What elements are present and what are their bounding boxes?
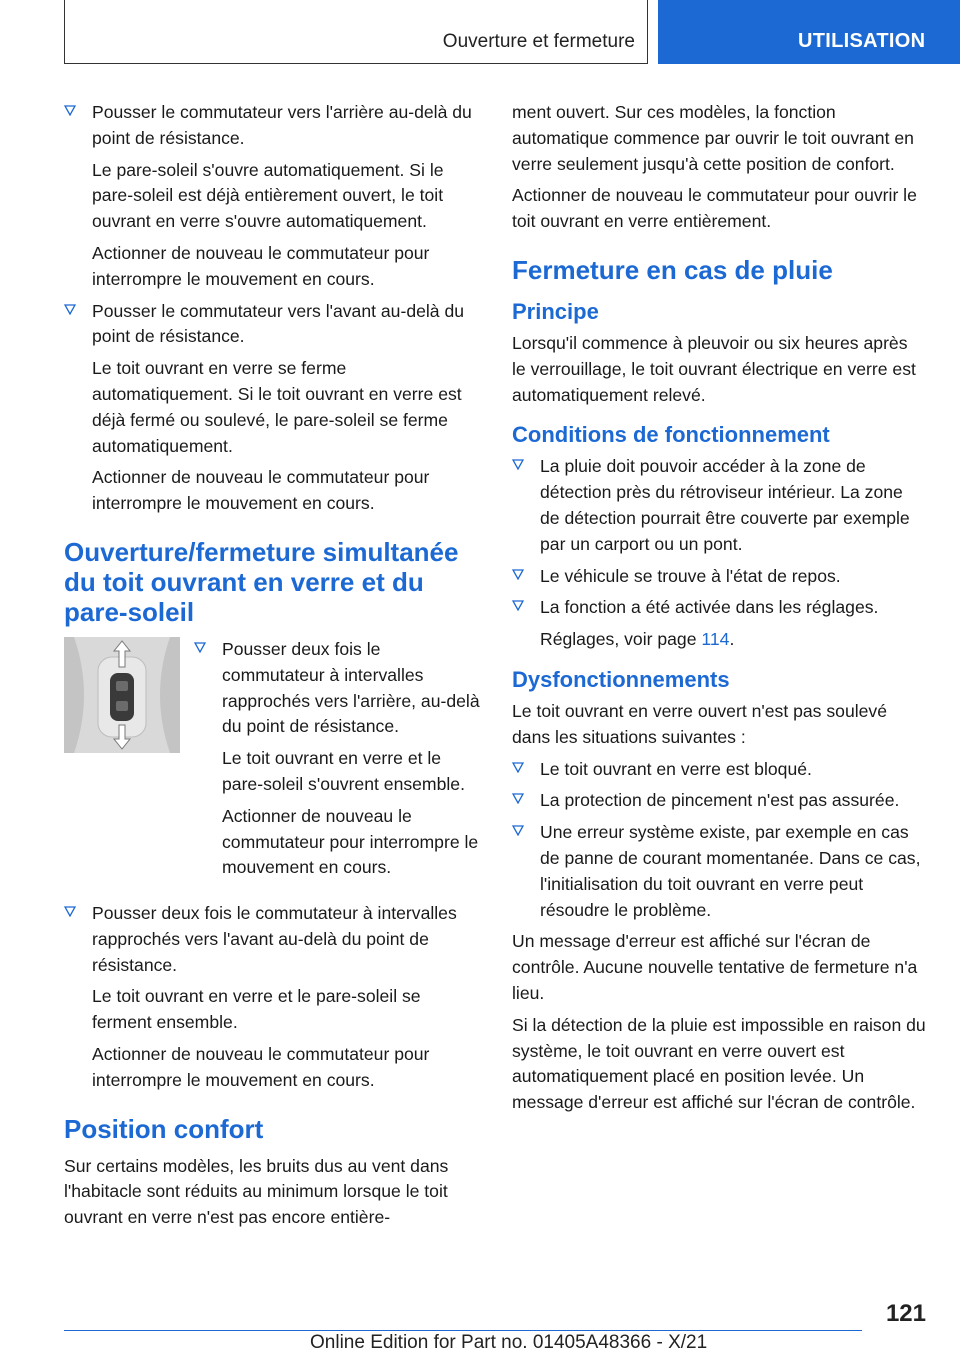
list-item-text: Pousser deux fois le commutateur à intervalles rapprochés vers l'avant au-delà du point de résistance. [92, 902, 457, 975]
section-heading: Ouverture/fermeture simultanée du toit ouvrant en verre et du pare-soleil [64, 536, 459, 627]
left-column [64, 100, 480, 1237]
section-heading: Fermeture en cas de pluie [512, 254, 833, 285]
list-item [64, 901, 480, 978]
list-item [64, 100, 480, 152]
triangle-bullet-icon [512, 824, 524, 836]
triangle-bullet-icon [512, 458, 524, 470]
paragraph: Le toit ouvrant en verre se ferme automatiquement. Si le toit ouvrant en verre est déjà fermé ou soulevé, le pare-soleil se ferme automatiquement. [92, 358, 462, 456]
list-item-text: La pluie doit pouvoir accéder à la zone de détection près du rétroviseur intérieur. La zone de détection pourrait être couverte par exemple par un carport ou un pont. [540, 456, 910, 554]
footer-divider [64, 1330, 862, 1331]
paragraph: Le pare-soleil s'ouvre automatiquement. Si le pare-soleil est déjà entièrement ouvert, le toit ouvrant en verre s'ouvre automatiquement. [92, 159, 444, 232]
list-item-text: Le toit ouvrant en verre est bloqué. [540, 758, 812, 779]
list-item-text: Une erreur système existe, par exemple en cas de panne de courant momentanée. Dans ce cas, l'initialisation du toit ouvrant en verre peut résoudre le problème. [540, 822, 921, 920]
list-item [512, 757, 926, 783]
footer-edition [310, 1332, 707, 1354]
list-item [512, 454, 926, 557]
roof-switch-illustration [64, 637, 180, 753]
paragraph: Le toit ouvrant en verre et le pare-soleil se ferment ensemble. [92, 986, 421, 1033]
right-column-content [512, 100, 926, 1122]
subsection-heading: Principe [512, 298, 599, 324]
list-item [194, 637, 480, 740]
triangle-bullet-icon [64, 104, 76, 116]
list-item-text: Pousser deux fois le commutateur à intervalles rapprochés vers l'arrière, au-delà du point de résistance. [222, 638, 480, 737]
paragraph: Actionner de nouveau le commutateur pour interrompre le mouvement en cours. [222, 805, 479, 878]
figure-text [194, 637, 480, 887]
paragraph: Un message d'erreur est affiché sur l'écran de contrôle. Aucune nouvelle tentative de fermeture n'a lieu. [512, 931, 918, 1003]
list-item [512, 564, 926, 590]
list-item [512, 820, 926, 923]
triangle-bullet-icon [512, 792, 524, 804]
triangle-bullet-icon [194, 641, 206, 653]
header-section-title: Ouverture et fermeture [442, 31, 635, 52]
list-item [512, 788, 926, 814]
paragraph: Actionner de nouveau le commutateur pour ouvrir le toit ouvrant en verre entièrement. [512, 185, 917, 232]
list-item-text: La protection de pincement n'est pas assurée. [540, 790, 900, 811]
paragraph: Sur certains modèles, les bruits dus au vent dans l'habitacle sont réduits au minimum lorsque le toit ouvrant en verre n'est pas encore entière- [64, 1155, 449, 1228]
triangle-bullet-icon [64, 303, 76, 315]
paragraph-cont: ment ouvert. Sur ces modèles, la fonction automatique commence par ouvrir le toit ouvrant en verre seulement jusqu'à cette position de confort. [512, 102, 914, 174]
triangle-bullet-icon [512, 599, 524, 611]
paragraph: Actionner de nouveau le commutateur pour interrompre le mouvement en cours. [92, 467, 430, 514]
paragraph [540, 627, 926, 653]
header-chapter-label: UTILISATION [798, 30, 926, 52]
paragraph: Le toit ouvrant en verre ouvert n'est pas soulevé dans les situations suivantes : [512, 700, 888, 747]
see-page-text: Réglages, voir page [540, 629, 702, 650]
paragraph [512, 100, 926, 177]
section-heading: Position confort [64, 1113, 264, 1144]
triangle-bullet-icon [64, 905, 76, 917]
list-item [64, 299, 480, 351]
header-section-box [64, 0, 648, 64]
subsection-heading: Dysfonctionnements [512, 666, 730, 692]
paragraph: Lorsqu'il commence à pleuvoir ou six heures après le verrouillage, le toit ouvrant électrique en verre est automatiquement relevé. [512, 332, 916, 405]
page-number: 121 [885, 1300, 926, 1327]
list-item-text: La fonction a été activée dans les réglages. [540, 597, 879, 618]
see-page-suffix: . [729, 629, 735, 650]
header-chapter-tab[interactable] [658, 0, 960, 64]
triangle-bullet-icon [512, 761, 524, 773]
footer-edition-text: Online Edition for Part no. 01405A48366 - X/21 [310, 1332, 708, 1353]
triangle-bullet-icon [512, 568, 524, 580]
list-item-text: Pousser le commutateur vers l'avant au-delà du point de résistance. [92, 300, 465, 347]
subsection-heading: Conditions de fonctionnement [512, 422, 830, 448]
list-item-text: Pousser le commutateur vers l'arrière au-delà du point de résistance. [92, 102, 472, 148]
page-link[interactable]: 114 [701, 629, 730, 650]
figure-row [64, 637, 480, 901]
list-item [512, 595, 926, 621]
paragraph: Actionner de nouveau le commutateur pour interrompre le mouvement en cours. [92, 1043, 430, 1090]
list-item-text: Le véhicule se trouve à l'état de repos. [540, 565, 841, 586]
paragraph: Si la détection de la pluie est impossible en raison du système, le toit ouvrant en verre ouvert est automatiquement placé en position levée. Un message d'erreur est affiché sur l'écran de contrôle. [512, 1014, 926, 1113]
paragraph: Le toit ouvrant en verre et le pare-soleil s'ouvrent ensemble. [222, 748, 465, 794]
paragraph: Actionner de nouveau le commutateur pour interrompre le mouvement en cours. [92, 242, 430, 289]
